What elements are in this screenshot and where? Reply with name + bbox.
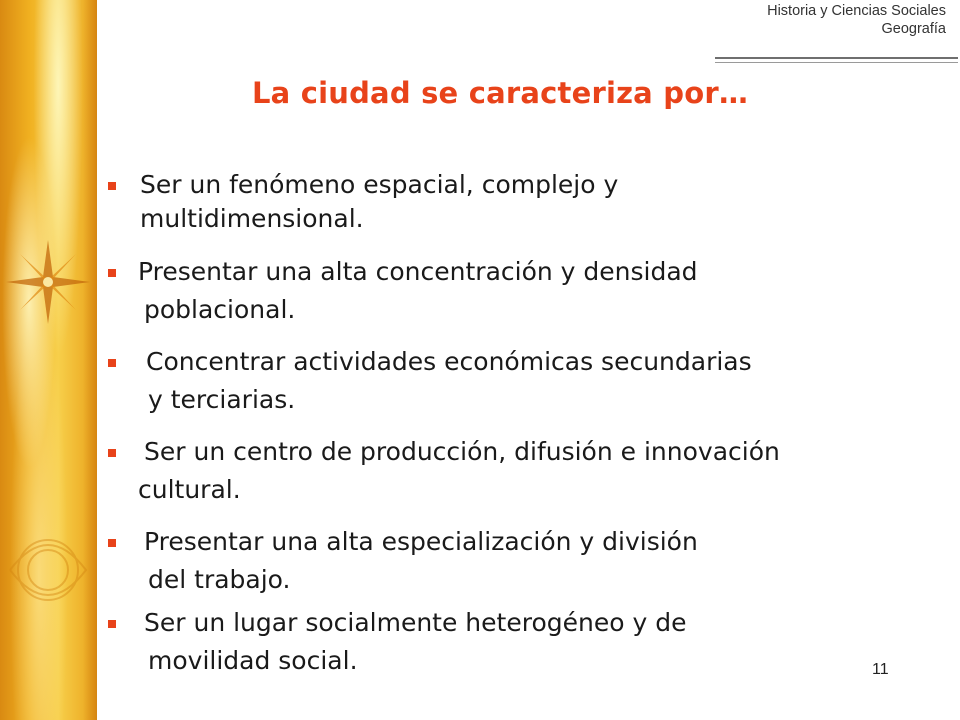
header-divider-thin (715, 62, 958, 63)
header-divider (715, 57, 958, 59)
bullet-text-line2: poblacional. (144, 295, 296, 324)
bullet-marker (108, 539, 116, 547)
bullet-text-line1: Presentar una alta especialización y división (144, 527, 698, 556)
compass-rose-icon (6, 240, 90, 324)
bullet-marker (108, 359, 116, 367)
bullet-marker (108, 620, 116, 628)
bullet-marker (108, 269, 116, 277)
bullet-text-line1: Concentrar actividades económicas secundarias (146, 347, 752, 376)
subject-line-1: Historia y Ciencias Sociales (767, 3, 946, 19)
bullet-text-line2: cultural. (138, 475, 241, 504)
decorative-swirl-icon (0, 510, 97, 630)
bullet-text-line1: Presentar una alta concentración y densidad (138, 257, 698, 286)
bullet-text-line1: Ser un fenómeno espacial, complejo y (140, 170, 619, 199)
subject-line-2: Geografía (881, 21, 946, 37)
slide-title: La ciudad se caracteriza por… (251, 76, 749, 110)
bullet-text-line1: Ser un lugar socialmente heterogéneo y de (144, 608, 687, 637)
bullet-text-line1: Ser un centro de producción, difusión e innovación (144, 437, 780, 466)
page-number: 11 (872, 661, 889, 678)
subject-header (696, 2, 946, 38)
bullet-text-line2: y terciarias. (148, 385, 296, 414)
bullet-marker (108, 182, 116, 190)
bullet-text-line2: movilidad social. (148, 646, 358, 675)
bullet-text-line2: del trabajo. (148, 565, 291, 594)
bullet-text-line2: multidimensional. (140, 204, 364, 233)
bullet-marker (108, 449, 116, 457)
